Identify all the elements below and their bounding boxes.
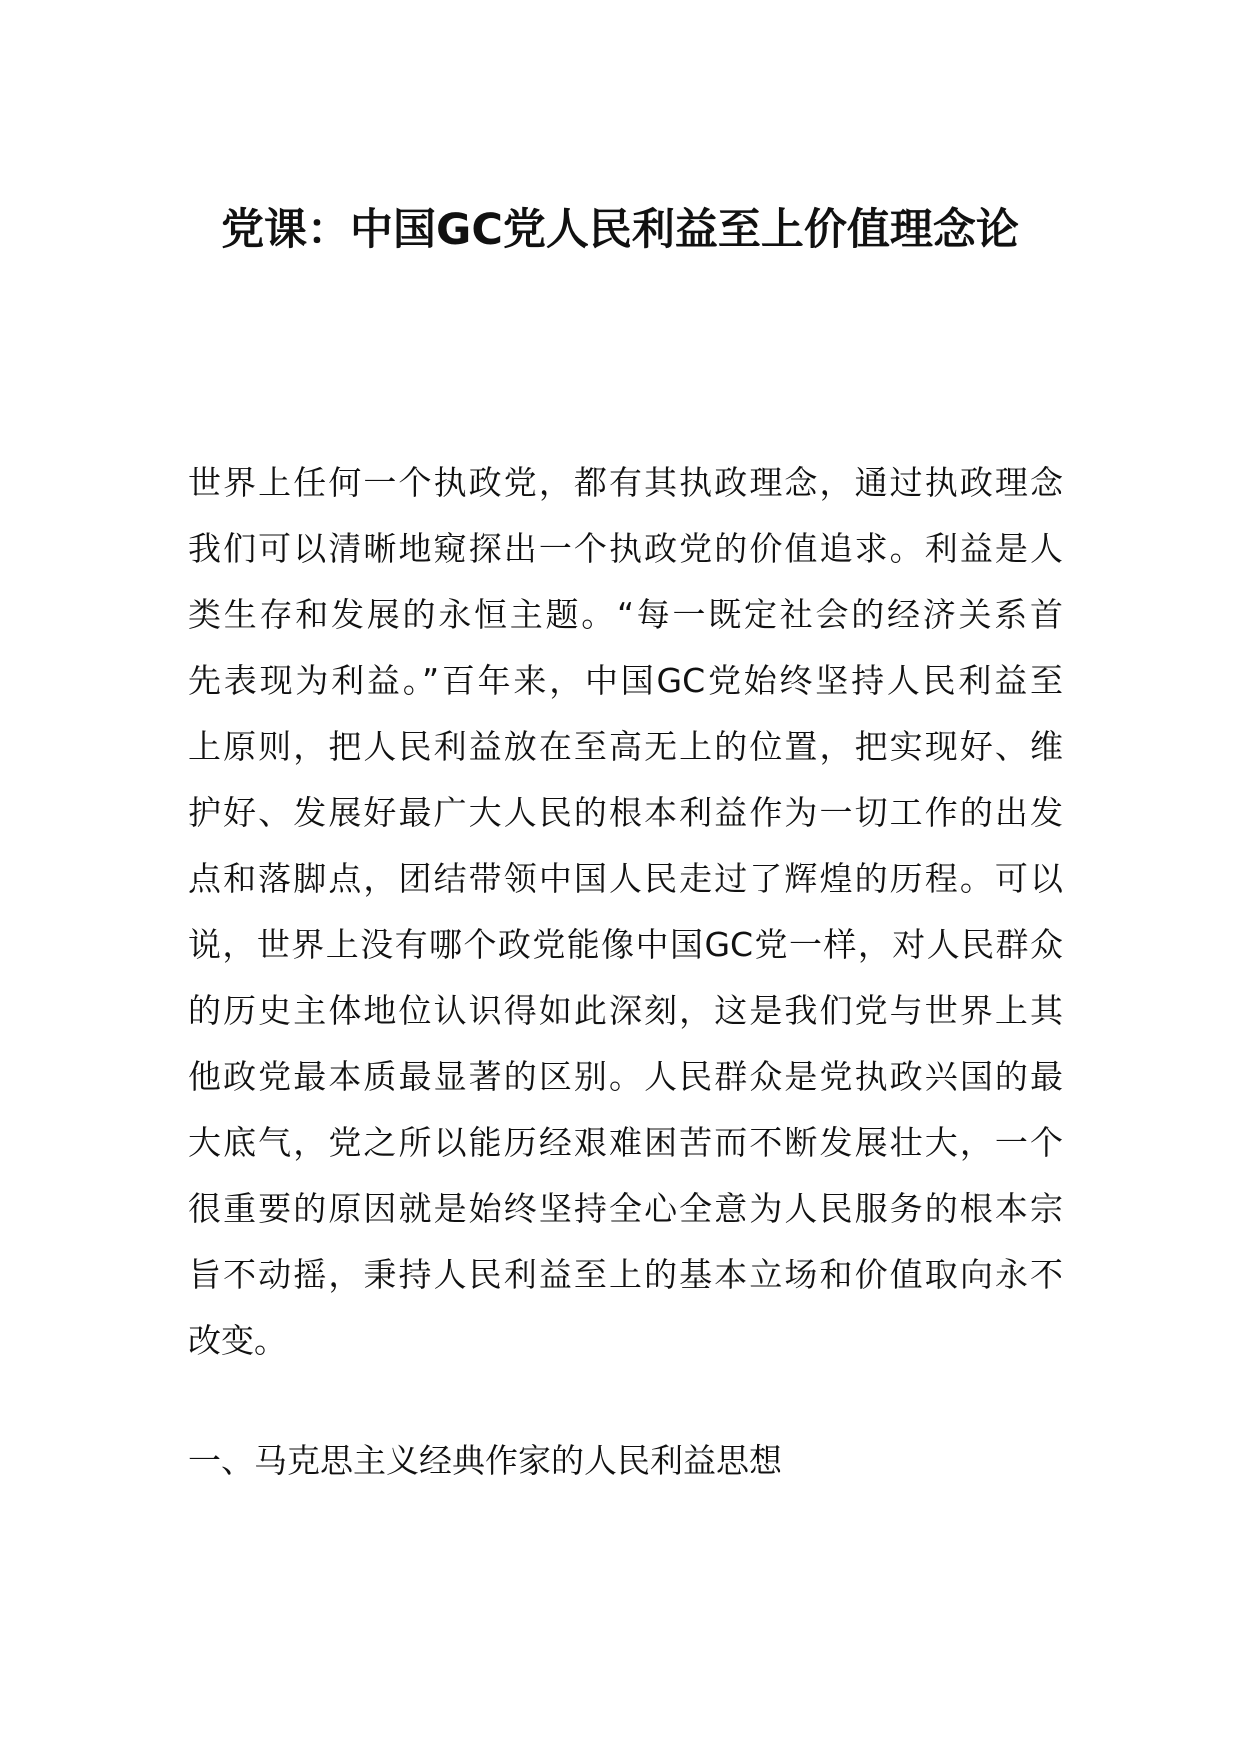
paragraph-line: 我们可以清晰地窥探出一个执政党的价值追求。利益是人 [188,529,1063,568]
paragraph-line: 他政党最本质最显著的区别。人民群众是党执政兴国的最 [188,1057,1063,1096]
intro-paragraph [188,450,1063,1374]
paragraph-line: 上原则，把人民利益放在至高无上的位置，把实现好、维 [188,727,1063,766]
paragraph-line: 很重要的原因就是始终坚持全心全意为人民服务的根本宗 [188,1189,1063,1228]
paragraph-line: 类生存和发展的永恒主题。“每一既定社会的经济关系首 [188,595,1063,634]
paragraph-line: 的历史主体地位认识得如此深刻，这是我们党与世界上其 [188,991,1063,1030]
paragraph-line: 先表现为利益。”百年来，中国GC党始终坚持人民利益至 [188,661,1063,700]
paragraph-line: 点和落脚点，团结带领中国人民走过了辉煌的历程。可以 [188,859,1063,898]
paragraph-line: 大底气，党之所以能历经艰难困苦而不断发展壮大，一个 [188,1123,1063,1162]
paragraph-line: 改变。 [188,1321,287,1360]
document-title: 党课：中国GC党人民利益至上价值理念论 [221,205,1019,255]
paragraph-line: 说，世界上没有哪个政党能像中国GC党一样，对人民群众 [188,925,1063,964]
section-heading: 一、马克思主义经典作家的人民利益思想 [188,1441,782,1480]
paragraph-line: 旨不动摇，秉持人民利益至上的基本立场和价值取向永不 [188,1255,1063,1294]
paragraph-line: 世界上任何一个执政党，都有其执政理念，通过执政理念 [188,463,1063,502]
paragraph-line: 护好、发展好最广大人民的根本利益作为一切工作的出发 [188,793,1063,832]
